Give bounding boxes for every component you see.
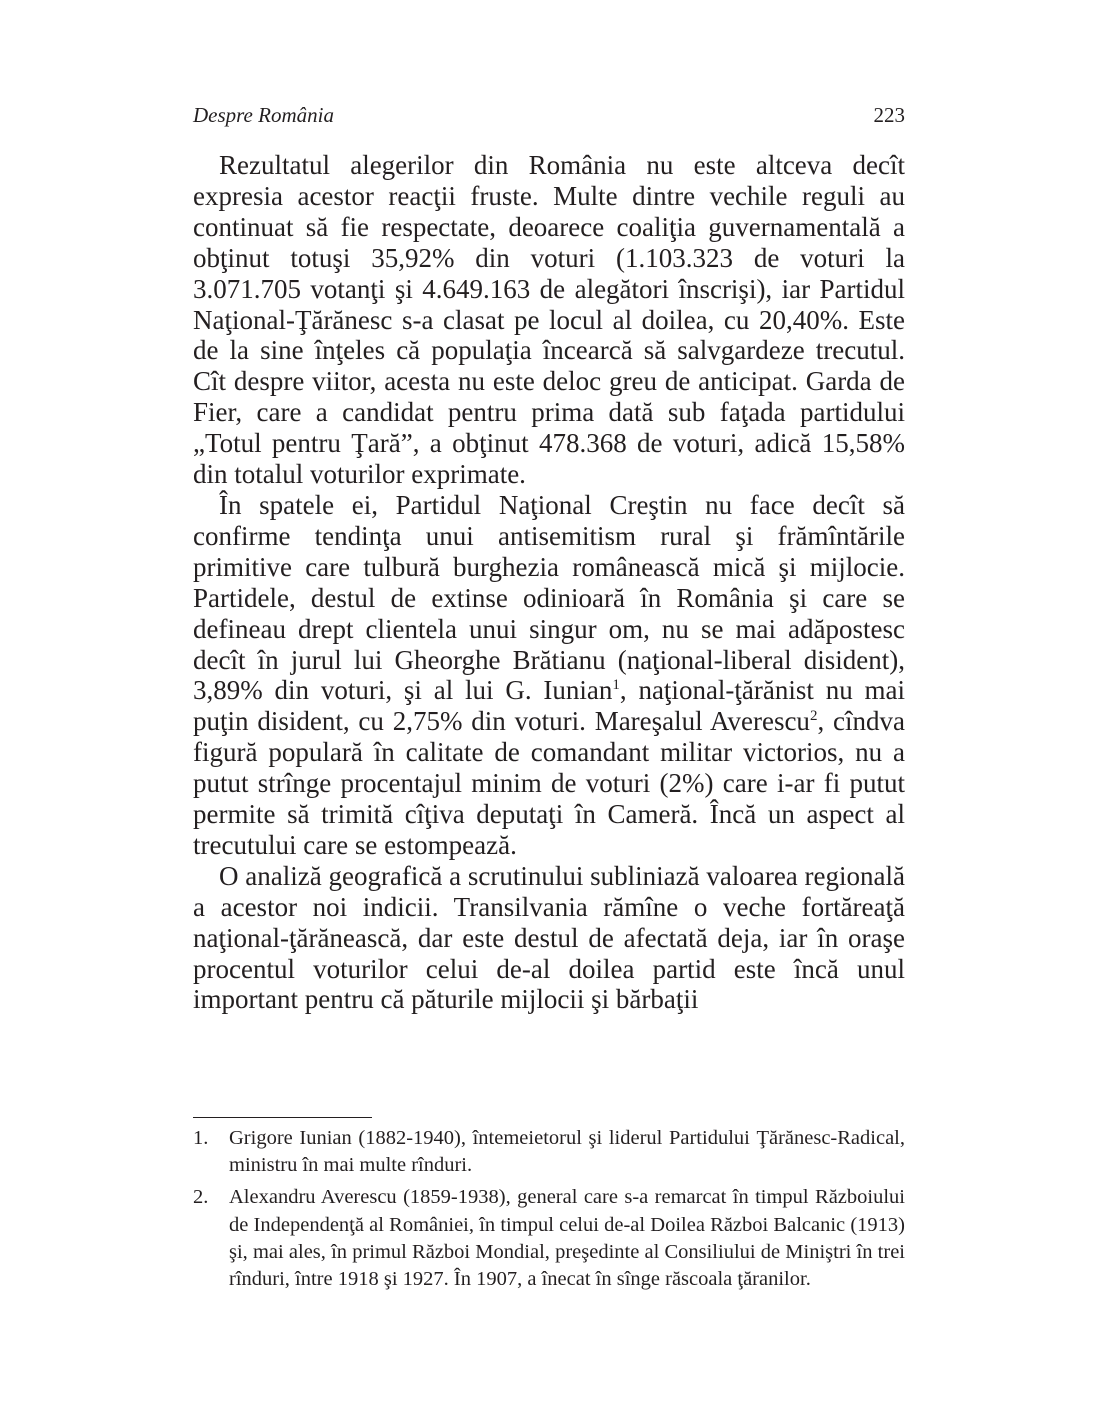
footnotes (193, 1125, 905, 1298)
footnote-text: Grigore Iunian (1882-1940), întemeietorul şi liderul Partidului Ţărănesc-Radical, ministru în mai multe rînduri. (229, 1127, 905, 1177)
body-text (193, 150, 905, 1015)
footnote-2 (193, 1184, 905, 1293)
footnote-divider (193, 1117, 372, 1118)
paragraph-text: , cîndva figură populară în calitate de comandant militar victorios, nu a putut strînge procentajul minim de voturi (2%) care i-ar fi putut permite să trimită cîţiva deputaţi în Cameră. Încă un aspect al trecutului care se estompează. (193, 706, 905, 860)
footnote-number: 2. (193, 1186, 209, 1209)
footnote-number: 1. (193, 1127, 209, 1149)
page-number: 223 (873, 103, 905, 127)
running-head (193, 100, 905, 130)
paragraph-text: O analiză geografică a scrutinului subliniază valoarea regională a acestor noi indicii. Transilvania rămîne o veche fortăreaţă naţional-ţărănească, dar este destul de afectată deja, iar în oraşe procentul voturilor celui de-al doilea partid este încă unul important pentru că păturile mijlocii şi bărbaţii (193, 860, 905, 1015)
paragraph-text: , naţional-ţărănist nu mai puţin disident, cu 2,75% din voturi. Mareşalul Averescu (193, 675, 905, 737)
paragraph-3 (193, 861, 905, 1016)
footnote-ref-2[interactable]: 2 (809, 708, 818, 725)
footnote-1 (193, 1125, 905, 1179)
paragraph-text: Rezultatul alegerilor din România nu este altceva decît expresia acestor reacţii fruste. Multe dintre vechile reguli au continuat să fie respectate, deoarece coaliţia guvernamentală a obţinut totuşi 35,92% din voturi (1.103.323 de voturi la 3.071.705 votanţi şi 4.649.163 de alegători înscrişi), iar Partidul Naţional-Ţărănesc s-a clasat pe locul al doilea, cu 20,40%. Este de la sine înţeles că populaţia încearcă să salvgardeze trecutul. Cît despre viitor, acesta nu este deloc greu de anticipat. Garda de Fier, care a candidat pentru prima dată sub faţada partidului „Totul pentru Ţară”, a obţinut 478.368 de voturi, adică 15,58% din totalul voturilor exprimate. (193, 150, 905, 490)
footnote-ref-1[interactable]: 1 (612, 677, 620, 694)
running-head-title: Despre România (193, 103, 334, 127)
paragraph-text: În spatele ei, Partidul Naţional Creştin nu face decît să confirme tendinţa unui antisemitism rural şi frămîntările primitive care tulbură burghezia românească mică şi mijlocie. Partidele, destul de extinse odinioară în România şi care se defineau drept clientela unui singur om, nu se mai adăpostesc decît în jurul lui Gheorghe Brătianu (naţional-liberal disident), 3,89% din voturi, şi al lui G. Iunian (193, 489, 905, 706)
paragraph-1 (193, 150, 905, 490)
footnote-text: Alexandru Averescu (1859-1938), general care s-a remarcat în timpul Războiului de Independenţă al României, în timpul celui de-al Doilea Război Balcanic (1913) şi, mai ales, în primul Război Mondial, preşedinte al Consiliului de Miniştri în trei rînduri, între 1918 şi 1927. În 1907, a înecat în sînge răscoala ţăranilor. (229, 1186, 905, 1291)
paragraph-2 (193, 490, 905, 861)
